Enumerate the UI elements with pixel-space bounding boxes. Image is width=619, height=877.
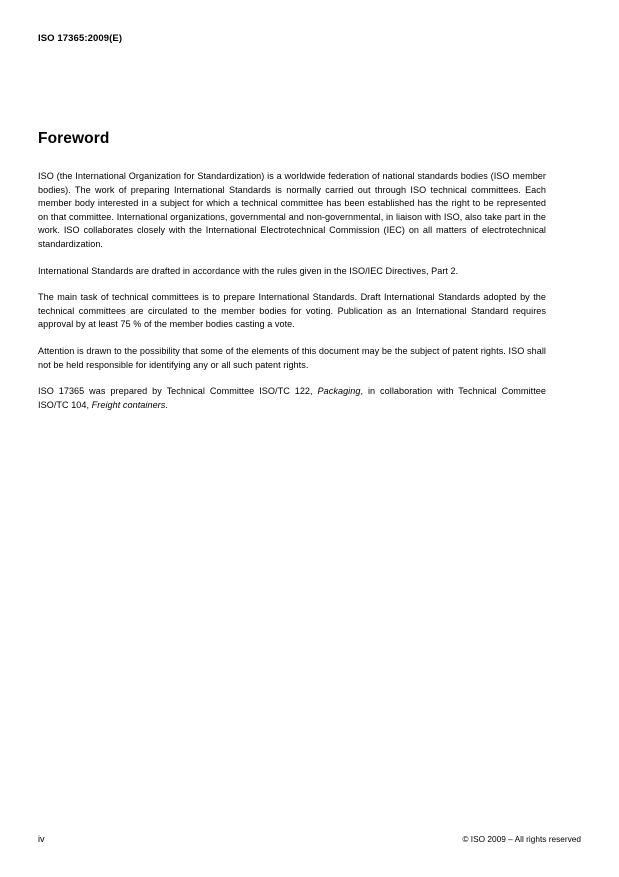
text-run: International Standards are drafted in accordance with the rules given in the ISO/IEC Directives, Part 2. — [38, 265, 459, 276]
paragraph-list — [38, 170, 546, 412]
copyright-notice: © ISO 2009 – All rights reserved — [462, 834, 581, 844]
text-run: ISO 17365 was prepared by Technical Committee ISO/TC 122, — [38, 386, 318, 397]
text-run: ISO (the International Organization for Standardization) is a worldwide federation of national standards bodies (ISO member bodies). The work of preparing International Standards is normally carried out through ISO technical committees. Each member body interested in a subject for which a technical committee has been established has the right to be represented on that committee. International organizations, governmental and non-governmental, in liaison with ISO, also take part in the work. ISO collaborates closely with the International Electrotechnical Commission (IEC) on all matters of electrotechnical standardization. — [38, 171, 546, 249]
paragraph — [38, 385, 546, 412]
text-run: Attention is drawn to the possibility that some of the elements of this document may be the subject of patent rights. ISO shall not be held responsible for identifying any or all such patent rights. — [38, 345, 546, 370]
document-body — [38, 130, 546, 412]
page-number: iv — [38, 834, 45, 844]
page-title: Foreword — [38, 130, 110, 147]
text-run: Freight containers — [91, 399, 166, 410]
document-header: ISO 17365:2009(E) — [38, 33, 123, 44]
paragraph — [38, 345, 546, 372]
text-run: Packaging — [317, 386, 361, 397]
text-run: The main task of technical committees is to prepare International Standards. Draft International Standards adopted by the technical committees are circulated to the member bodies for voting. Publication as an International Standard requires approval by at least 75 % of the member bodies casting a vote. — [38, 292, 546, 330]
text-run: , in collaboration with Technical Committee ISO/TC 104, — [38, 386, 546, 410]
text-run: . — [165, 399, 168, 410]
paragraph — [38, 170, 546, 252]
paragraph — [38, 291, 546, 332]
paragraph — [38, 265, 546, 279]
